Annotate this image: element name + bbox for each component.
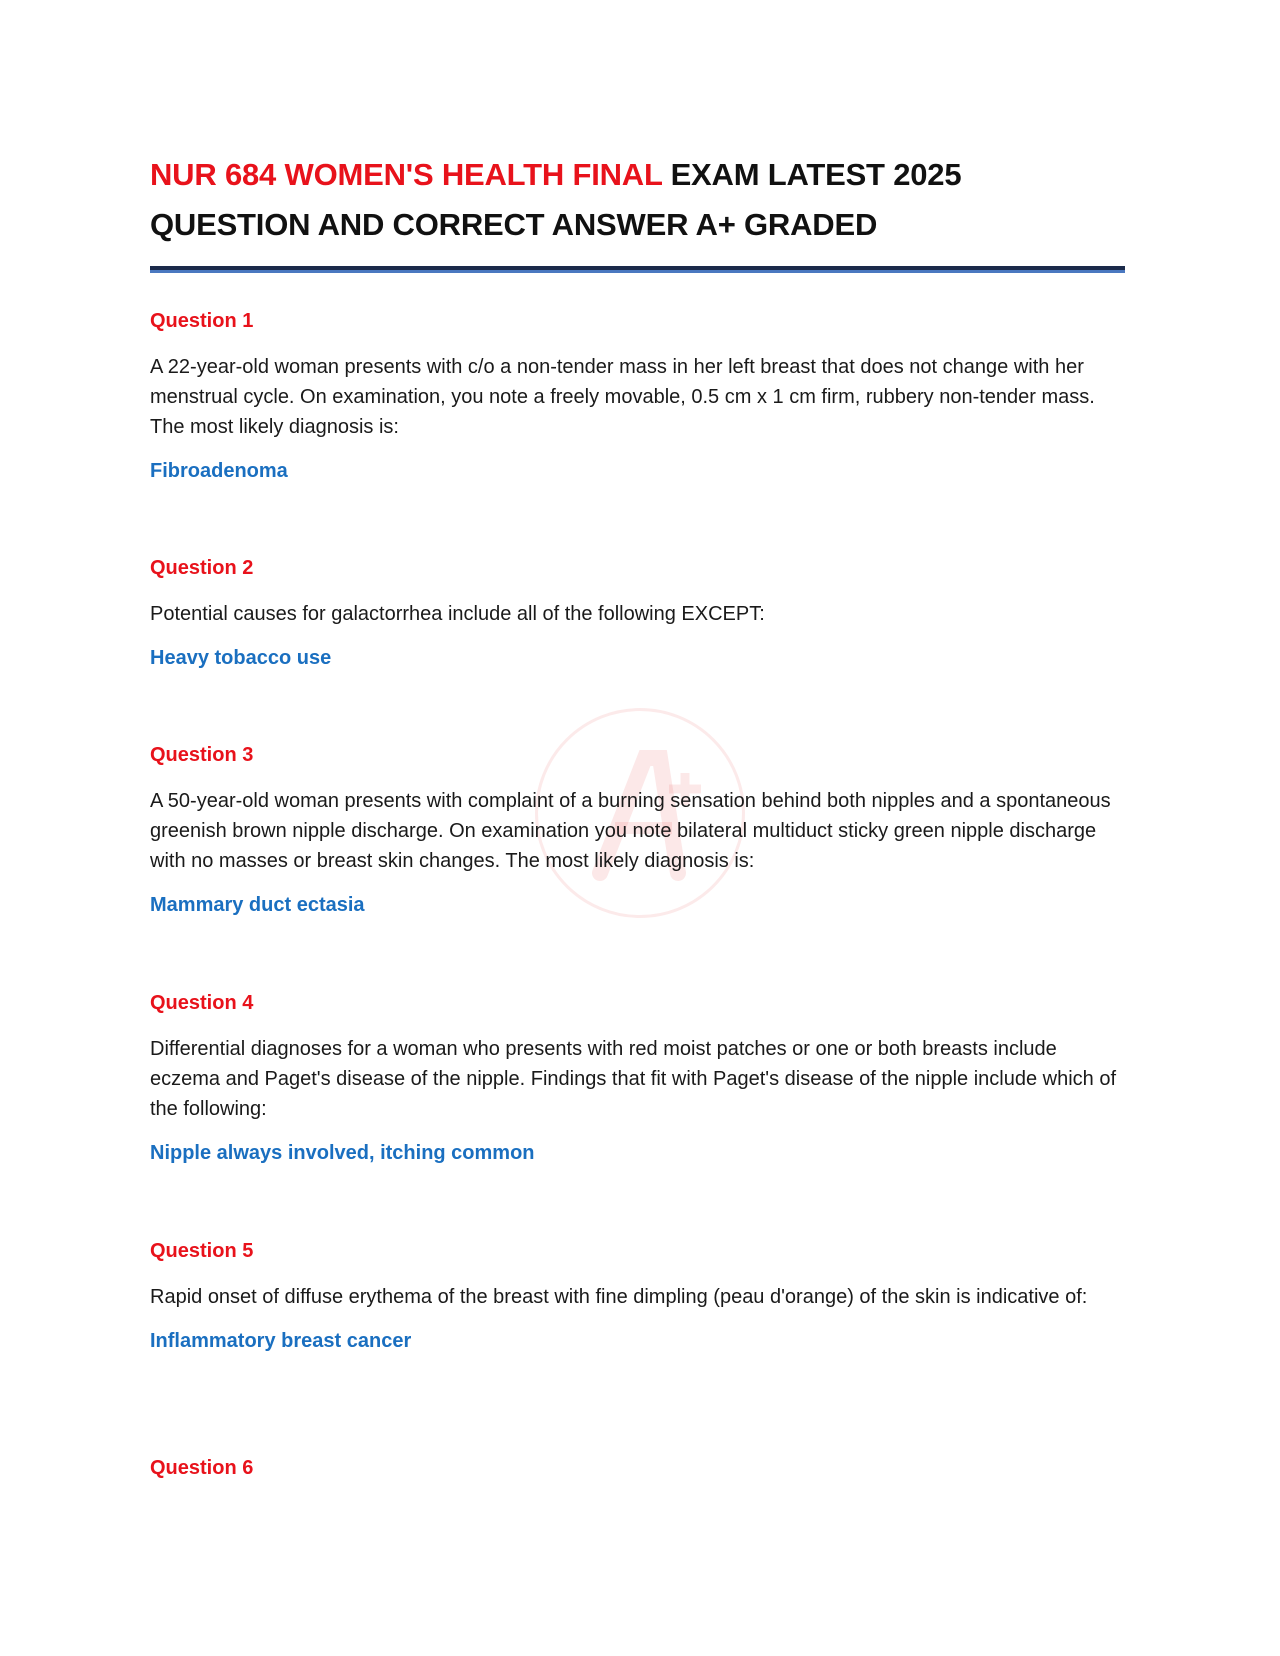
question-label: Question 1	[150, 310, 254, 332]
question-label: Question 2	[150, 557, 254, 579]
question-label: Question 6	[150, 1457, 254, 1479]
question-label: Question 3	[150, 744, 254, 766]
question-1	[150, 308, 1130, 484]
title-exam-description: EXAM LATEST 2025 QUESTION AND CORRECT ANSWER A+ GRADED	[150, 157, 962, 242]
question-label: Question 5	[150, 1240, 254, 1262]
page-title	[150, 150, 1125, 250]
question-2	[150, 555, 1130, 671]
question-text: Rapid onset of diffuse erythema of the breast with fine dimpling (peau d'orange) of the skin is indicative of:	[150, 1286, 1088, 1308]
question-text: Differential diagnoses for a woman who presents with red moist patches or one or both breasts include eczema and Paget's disease of the nipple. Findings that fit with Paget's disease of the nipple include which of the following:	[150, 1038, 1117, 1120]
title-course-name: NUR 684 WOMEN'S HEALTH FINAL	[150, 157, 663, 192]
answer-text: Fibroadenoma	[150, 460, 288, 482]
question-5	[150, 1238, 1130, 1354]
question-6	[150, 1455, 1130, 1481]
question-3	[150, 742, 1130, 918]
document-header	[150, 150, 1125, 273]
question-text: A 22-year-old woman presents with c/o a non-tender mass in her left breast that does not change with her menstrual cycle. On examination, you note a freely movable, 0.5 cm x 1 cm firm, rubbery non-tender mass. The most likely diagnosis is:	[150, 356, 1095, 438]
header-divider	[150, 266, 1125, 273]
answer-text: Heavy tobacco use	[150, 647, 332, 669]
question-text: A 50-year-old woman presents with complaint of a burning sensation behind both nipples and a spontaneous greenish brown nipple discharge. On examination you note bilateral multiduct sticky green nipple discharge with no masses or breast skin changes. The most likely diagnosis is:	[150, 790, 1111, 872]
answer-text: Inflammatory breast cancer	[150, 1330, 412, 1352]
answer-text: Mammary duct ectasia	[150, 894, 365, 916]
question-text: Potential causes for galactorrhea include all of the following EXCEPT:	[150, 603, 765, 625]
answer-text: Nipple always involved, itching common	[150, 1142, 535, 1164]
question-4	[150, 990, 1130, 1166]
question-label: Question 4	[150, 992, 254, 1014]
